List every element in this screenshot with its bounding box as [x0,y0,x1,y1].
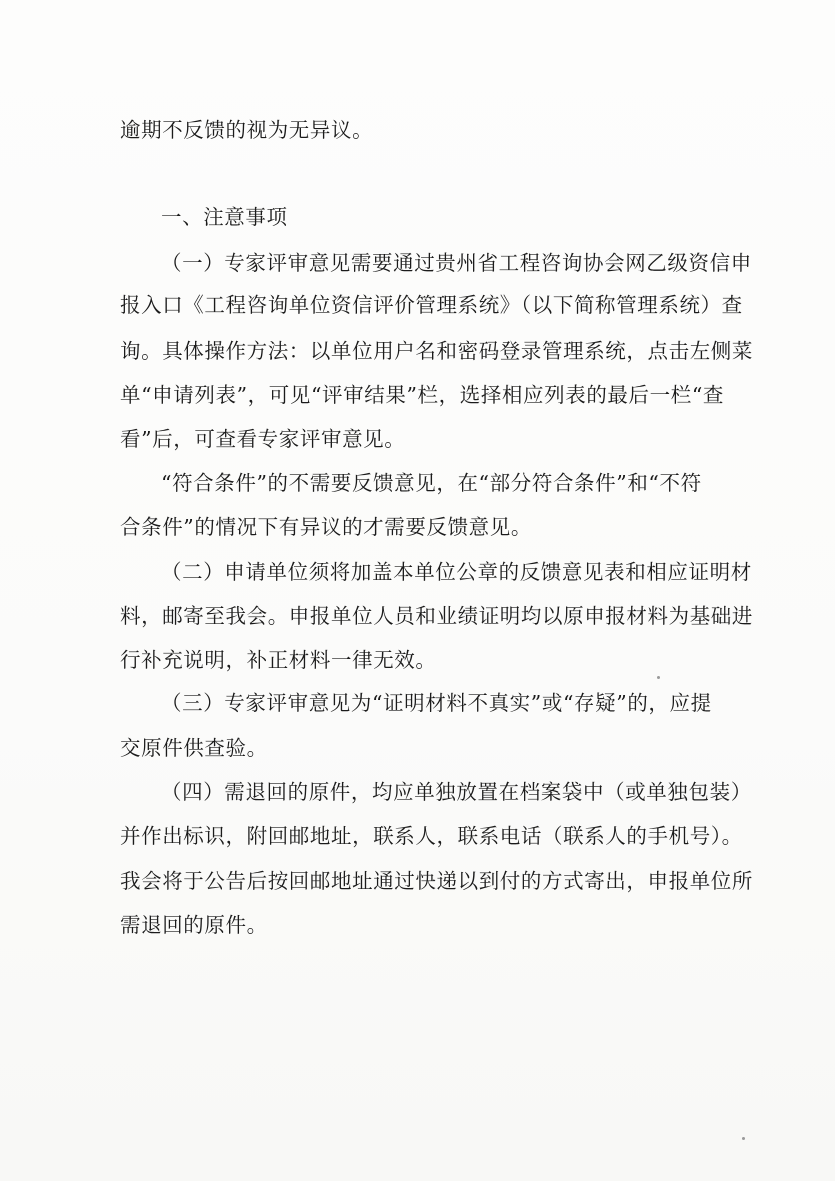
text-line-item3-b: 交原件供查验。 [120,736,268,760]
text-line-item3-a: （三）专家评审意见为“证明材料不真实”或“存疑”的，应提 [161,691,712,715]
text-line-conditions-b: 合条件”的情况下有异议的才需要反馈意见。 [120,515,532,539]
text-line-item1-b: 报入口《工程咨询单位资信评价管理系统》（以下简称管理系统）查 [120,293,743,317]
text-line-overdue-note: 逾期不反馈的视为无异议。 [120,118,374,142]
scan-speck [657,676,660,679]
text-line-item1-e: 看”后，可查看专家评审意见。 [120,427,406,451]
text-line-conditions-a: “符合条件”的不需要反馈意见，在“部分符合条件”和“不符 [161,471,702,495]
scan-speck [742,1137,745,1140]
text-line-item1-c: 询。具体操作方法：以单位用户名和密码登录管理系统，点击左侧菜 [120,339,753,363]
text-line-item4-a: （四）需退回的原件，均应单独放置在档案袋中（或单独包装） [161,780,752,804]
text-line-item4-d: 需退回的原件。 [120,913,268,937]
text-line-item2-c: 行补充说明，补正材料一律无效。 [120,648,437,672]
text-line-item1-d: 单“申请列表”，可见“评审结果”栏，选择相应列表的最后一栏“查 [120,383,724,407]
text-line-item4-c: 我会将于公告后按回邮地址通过快递以到付的方式寄出，申报单位所 [120,869,753,893]
text-line-item2-a: （二）申请单位须将加盖本单位公章的反馈意见表和相应证明材 [161,560,752,584]
section-heading-notes: 一、注意事项 [161,205,288,229]
text-line-item4-b: 并作出标识，附回邮地址，联系人，联系电话（联系人的手机号）。 [120,824,743,848]
text-line-item1-a: （一）专家评审意见需要通过贵州省工程咨询协会网乙级资信申 [161,251,752,275]
text-line-item2-b: 料，邮寄至我会。申报单位人员和业绩证明均以原申报材料为基础进 [120,604,753,628]
